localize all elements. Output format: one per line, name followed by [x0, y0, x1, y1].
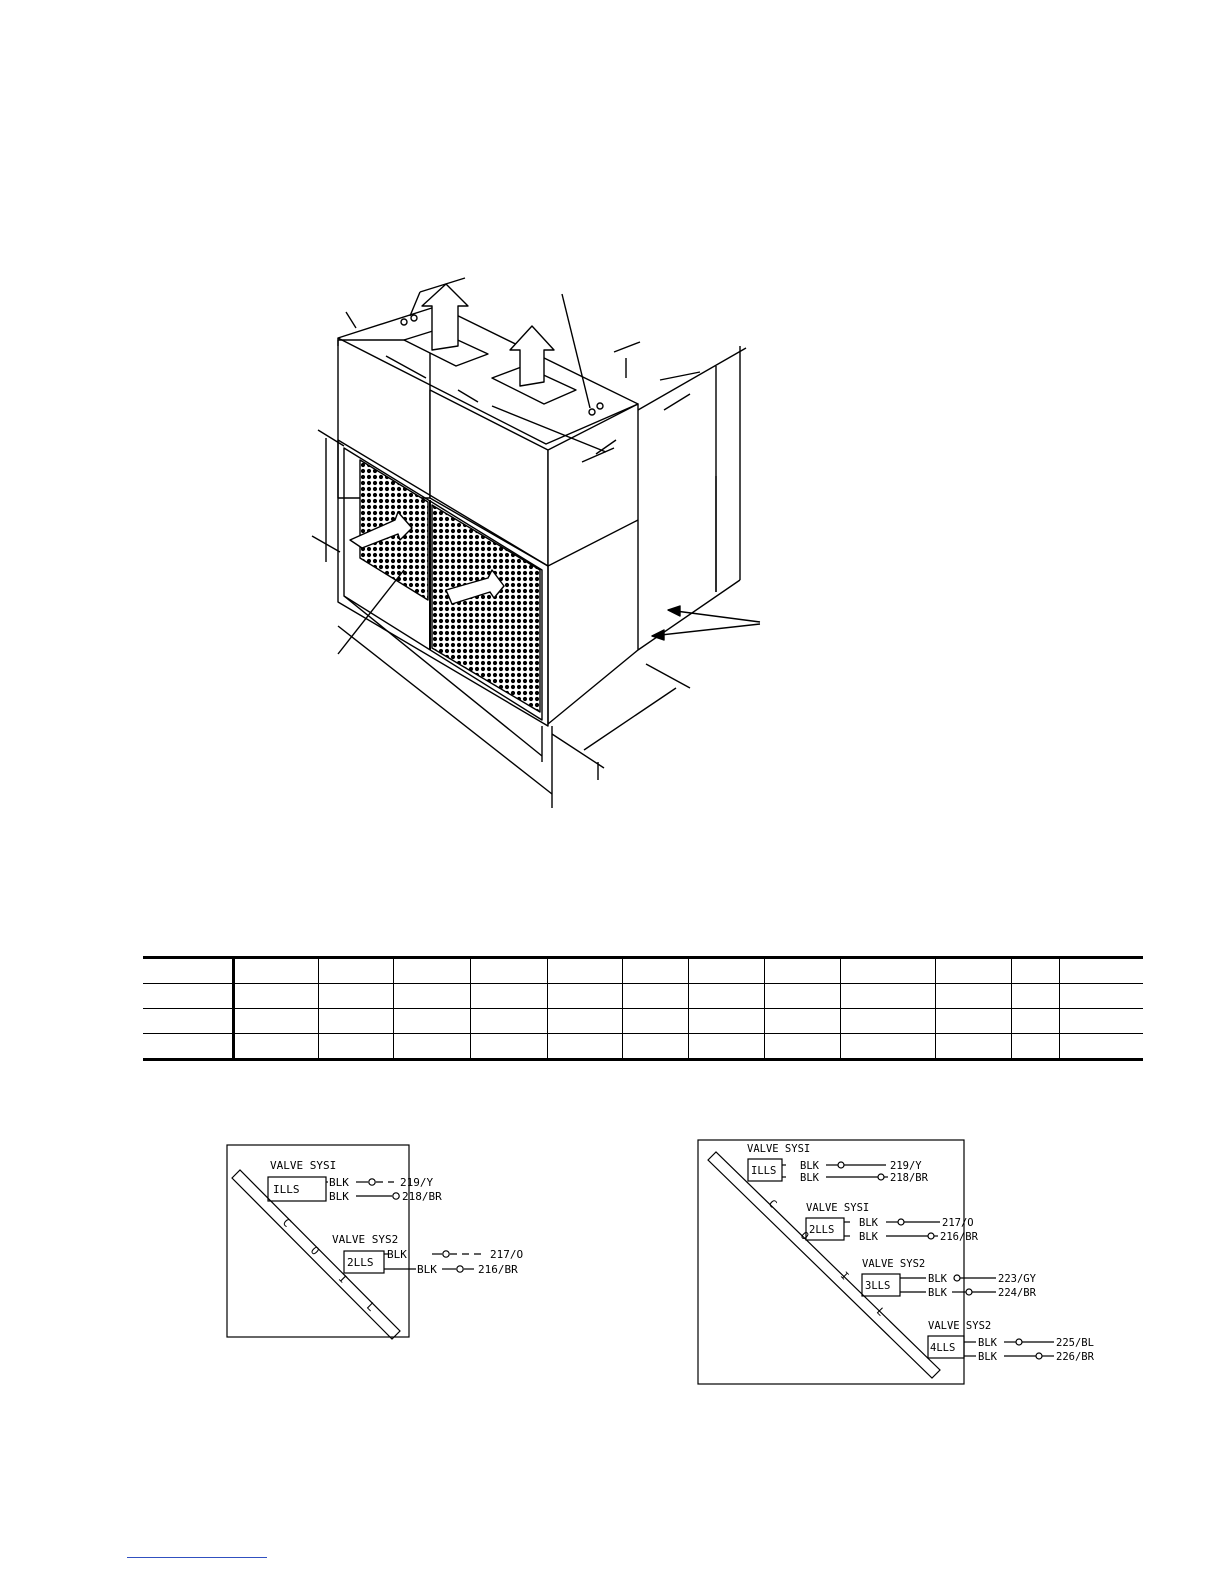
dimension-table — [143, 956, 1143, 1061]
wire-color: BLK — [978, 1351, 997, 1363]
wire-color: BLK — [329, 1176, 349, 1189]
wire-id: 226/BR — [1056, 1351, 1094, 1363]
wire-color: BLK — [928, 1273, 947, 1285]
valve-box-label: 2LLS — [347, 1256, 374, 1269]
wire-color: BLK — [859, 1217, 878, 1229]
wire-color: BLK — [928, 1287, 947, 1299]
svg-text:I: I — [335, 1271, 350, 1286]
svg-text:C: C — [765, 1197, 779, 1211]
table-row — [143, 1009, 1143, 1034]
wire-id: 216/BR — [478, 1263, 518, 1276]
wire-color: BLK — [978, 1337, 997, 1349]
table-row — [143, 984, 1143, 1009]
coil-bar — [232, 1170, 400, 1339]
wire-id: 223/GY — [998, 1273, 1036, 1285]
valve-box-label: 3LLS — [865, 1280, 891, 1292]
unit-side-face — [548, 404, 638, 724]
wiring-diagram-two-valve — [210, 1135, 560, 1350]
wire-id: 219/Y — [890, 1160, 922, 1172]
valve-box-label: ILLS — [273, 1183, 300, 1196]
valve-title: VALVE SYSI — [747, 1143, 811, 1155]
footer-link-underline[interactable] — [127, 1555, 267, 1558]
valve-box-label: 2LLS — [809, 1224, 835, 1236]
wire-id: 218/BR — [890, 1172, 928, 1184]
svg-text:L: L — [873, 1305, 887, 1319]
wiring-diagram-four-valve — [690, 1132, 1120, 1394]
wire-id: 224/BR — [998, 1287, 1036, 1299]
valve-box-label: 4LLS — [930, 1342, 956, 1354]
wire-color: BLK — [800, 1160, 819, 1172]
svg-text:O: O — [307, 1243, 322, 1258]
wire-id: 218/BR — [402, 1190, 442, 1203]
wire-color: BLK — [800, 1172, 819, 1184]
wire-id: 216/BR — [940, 1231, 978, 1243]
wire-id: 219/Y — [400, 1176, 434, 1189]
svg-text:I: I — [837, 1269, 851, 1283]
valve-title: VALVE SYS2 — [928, 1320, 992, 1332]
wire-id: 217/O — [490, 1248, 524, 1261]
wire-id: 217/O — [942, 1217, 974, 1229]
svg-text:O: O — [797, 1229, 811, 1243]
valve-box-label: ILLS — [751, 1165, 777, 1177]
valve-title: VALVE SYSI — [270, 1159, 337, 1172]
wire-color: BLK — [329, 1190, 349, 1203]
svg-text:L: L — [363, 1299, 378, 1314]
wire-color: BLK — [859, 1231, 878, 1243]
valve-title: VALVE SYS2 — [862, 1258, 926, 1270]
wire-color: BLK — [417, 1263, 437, 1276]
valve-title: VALVE SYS2 — [332, 1233, 399, 1246]
valve-title: VALVE SYSI — [806, 1202, 870, 1214]
wire-id: 225/BL — [1056, 1337, 1094, 1349]
wire-color: BLK — [387, 1248, 407, 1261]
table-row — [143, 958, 1143, 984]
svg-text:C: C — [279, 1215, 294, 1230]
table-row — [143, 1034, 1143, 1060]
